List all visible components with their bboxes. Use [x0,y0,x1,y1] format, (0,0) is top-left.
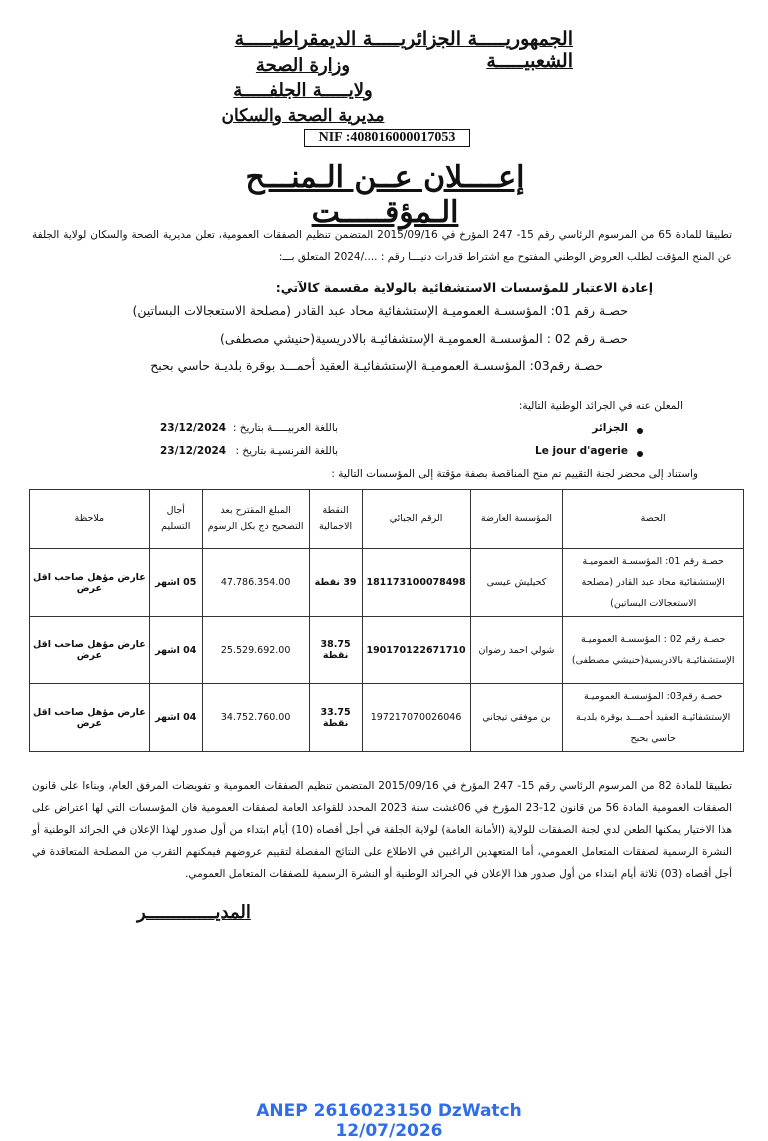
announced-in-label: المعلن عنه في الجرائد الوطنية التالية: [518,400,683,412]
header-amount: المبلغ المقترح بعد التصحيح دج بكل الرسوم [202,490,309,549]
cell-note: عارض مؤهل صاحب اقل عرض [30,617,150,684]
bullet-icon [637,428,643,434]
header-score: النقطة الاجمالية [309,490,362,549]
cell-nif: 197217070026046 [362,684,470,752]
newspaper-name-1: الجزائر [592,422,628,434]
cell-note: عارض مؤهل صاحب اقل عرض [30,549,150,617]
ministry-heading: وزارة الصحة [255,55,351,76]
results-table [29,489,744,752]
cell-nif: 181173100078498 [362,549,470,617]
cell-company: كحيليش عيسى [470,549,563,617]
header-company: المؤسسة العارضة [470,490,563,549]
lot-line-3: حصـة رقم03: المؤسسـة العموميـة الإستشفائيـة العقيد أحمـــد بوقرة بلديـة حاسي بحبح [150,358,603,373]
cell-score: 33.75 نقطة [309,684,362,752]
cell-score: 38.75 نقطة [309,617,362,684]
newspaper-lang-2: باللغة الفرنسيـة بتاريخ : [235,445,338,457]
cell-amount: 34.752.760.00 [202,684,309,752]
table-row [30,549,744,617]
cell-delay: 04 اشهر [149,617,202,684]
header-lot: الحصة [563,490,744,549]
nif-box: NIF :408016000017053 [304,129,470,147]
cell-delay: 05 اشهر [149,549,202,617]
table-row [30,617,744,684]
cell-company: بن موفقي تيجاني [470,684,563,752]
header-nif: الرقم الجبائي [362,490,470,549]
cell-company: شولي احمد رضوان [470,617,563,684]
lot-line-2: حصـة رقم 02 : المؤسسـة العموميـة الإستشفائيـة بالادريسية(حنيشي مصطفى) [220,331,628,346]
lot-line-1: حصـة رقم 01: المؤسسـة العموميـة الإستشفائية محاد عبد القادر (مصلحة الاستعجالات البساتين) [132,303,628,318]
footer-reference: ANEP 2616023150 DzWatch 12/07/2026 [256,1101,522,1141]
cell-delay: 04 اشهر [149,684,202,752]
newspaper-date-1: 23/12/2024 [160,422,227,434]
directorate-heading: مديرية الصحة والسكان [221,106,385,126]
subject-line: إعادة الاعتبار للمؤسسات الاستشفائية بالولاية مقسمة كالآتي: [275,280,653,295]
newspaper-lang-1: باللغة العربيـــــة بتاريخ : [232,422,338,434]
newspaper-date-2: 23/12/2024 [160,445,227,457]
signature-title: المديـــــــــــــر [137,902,251,923]
cell-amount: 25.529.692.00 [202,617,309,684]
bullet-icon [637,451,643,457]
announcement-title: إعــــلان عــن الـمنـــح الـمؤقـــــت [245,160,525,230]
header-note: ملاحظة [30,490,150,549]
cell-lot: حصـة رقم 02 : المؤسسـة العموميـة الإستشفائيـة بالادريسية(حنيشي مصطفى) [563,617,744,684]
cell-note: عارض مؤهل صاحب اقل عرض [30,684,150,752]
cell-lot: حصـة رقم03: المؤسسـة العموميـة الإستشفائيـة العقيد أحمـــد بوقرة بلديـة حاسي بحبح [563,684,744,752]
cell-score: 39 نقطة [309,549,362,617]
cell-amount: 47.786.354.00 [202,549,309,617]
closing-paragraph: تطبيقا للمادة 82 من المرسوم الرئاسي رقم 15- 247 المؤرخ في 2015/09/16 المتضمن تنظيم الصفقات العمومية و تفويضات المرفق العام، وبناءا على قانون الصفقات العمومية المادة 56 من قانون 12-23 المؤرخ في 06غشت سنة 2023 المحدد للقواعد العامة لصفقات العمومية فان المؤسسات التي لها اعتراض على هذا الاختيار يمكنها الطعن لدي لجنة الصفقات للولاية (الأمانة العامة) لولاية الجلفة في أجل أقصاه (10) أيام ابتداء من أول صدور لهذا الإعلان في الجرائد الوطنية أو النشرة الرسمية لصفقات المتعامل العمومي، أما المتعهدين الراغبين في الاطلاع على النتائج المفصلة لتقييم عروضهم فيمكنهم التقرب من المصلحة المتعاقدة في أجل أقصاه (03) ثلاثة أيام ابتداء من أول صدور هذا الإعلان في الجرائد الوطنية أو النشرة الرسمية للصفقات المتعامل العمومي. [32,780,733,880]
table-intro: واستناد إلى محضر لجنة التقييم تم منح المناقصة بصفة مؤقتة إلى المؤسسات التالية : [331,468,698,480]
table-row [30,684,744,752]
cell-nif: 190170122671710 [362,617,470,684]
cell-lot: حصـة رقم 01: المؤسسـة العموميـة الإستشفائية محاد عبد القادر (مصلحة الاستعجالات البساتين) [563,549,744,617]
intro-paragraph: تطبيقا للمادة 65 من المرسوم الرئاسي رقم 15- 247 المؤرخ في 2015/09/16 المتضمن تنظيم الصفقات العمومية، تعلن مديرية الصحة والسكان لولاية الجلفة عن المنح المؤقت لطلب العروض الوطني المفتوح مع اشتراط قدرات دنيـــا رقم : ..../2024 المتعلق بـــ: [32,229,732,263]
newspaper-name-2: Le jour d'agerie [535,445,628,457]
wilaya-heading: ولايـــــة الجلفـــــة [233,80,373,101]
table-header-row [30,490,744,549]
header-delay: أجال التسليم [149,490,202,549]
republic-heading: الجمهوريـــــة الجزائريـــــة الديمقراطيـــــة الشعبيـــــة [234,28,573,72]
